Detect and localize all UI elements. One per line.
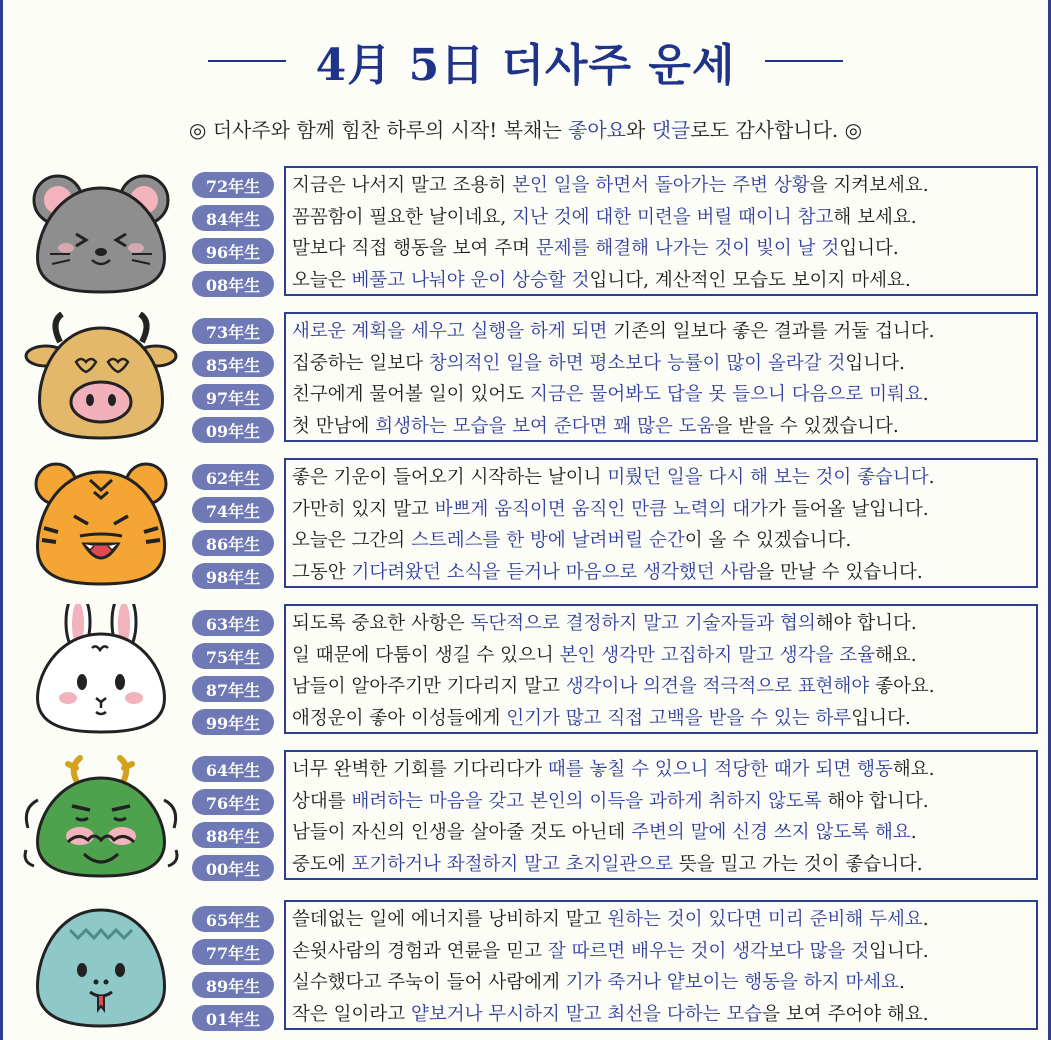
fortune-line — [292, 233, 1036, 265]
year-badges — [192, 756, 274, 888]
year-badge: 01年生 — [192, 1005, 274, 1031]
fortune-line — [292, 640, 1036, 672]
rabbit-icon — [20, 604, 182, 738]
plain-text: 해요. — [874, 644, 917, 666]
plain-text: 쓸데없는 일에 에너지를 낭비하지 말고 — [292, 909, 608, 930]
fortune-line — [292, 265, 1036, 297]
highlight-text: 본인 일을 하면서 돌아가는 주변 상황 — [512, 175, 810, 196]
year-badge: 97年生 — [192, 384, 274, 410]
plain-text: 좋은 기운이 들어오기 시작하는 날이니 — [292, 467, 608, 488]
highlight-text: 지난 것에 대한 미련을 버릴 때이니 참고 — [512, 206, 834, 228]
fortune-line — [292, 817, 1036, 849]
year-badge: 77年生 — [192, 939, 274, 965]
fortune-line — [292, 849, 1036, 881]
plain-text: 뜻을 밀고 가는 것이 좋습니다. — [672, 853, 923, 875]
year-badge: 63年生 — [192, 610, 274, 636]
plain-text: 가 들어올 날입니다. — [767, 498, 929, 520]
fortune-box — [284, 604, 1038, 734]
tiger-icon — [20, 458, 182, 592]
fortune-line — [292, 411, 1036, 443]
year-badge: 08年生 — [192, 271, 274, 297]
plain-text: 을 보여 주어야 해요. — [762, 1003, 929, 1025]
year-badge: 74年生 — [192, 497, 274, 523]
fortune-box — [284, 750, 1038, 880]
zodiac-section-rat — [0, 166, 1051, 300]
plain-text: 상대를 — [292, 790, 352, 812]
year-badge: 73年生 — [192, 318, 274, 344]
plain-text: 해야 합니다. — [815, 613, 917, 634]
highlight-text: 본인 생각만 고집하지 말고 생각을 조율 — [559, 644, 875, 666]
highlight-text: 지금은 물어봐도 답을 못 들으니 다음으로 미뤄요 — [529, 384, 923, 405]
year-badge: 85年生 — [192, 351, 274, 377]
zodiac-section-rabbit — [0, 604, 1051, 738]
plain-text: 꼼꼼함이 필요한 날이네요, — [292, 206, 513, 228]
plain-text: 해야 합니다. — [821, 790, 929, 812]
plain-text: 입니다. — [845, 352, 905, 374]
fortune-line — [292, 316, 1036, 348]
year-badges — [192, 464, 274, 596]
plain-text: 기존의 일보다 좋은 결과를 거둘 겁니다. — [607, 321, 935, 342]
plain-text: . — [922, 909, 929, 930]
plain-text: 되도록 중요한 사항은 — [292, 613, 471, 634]
plain-text: 이 올 수 있겠습니다. — [684, 530, 852, 551]
highlight-text: 포기하거나 좌절하지 말고 초지일관으로 — [351, 853, 673, 875]
fortune-line — [292, 936, 1036, 968]
plain-text: 입니다. — [839, 238, 899, 259]
plain-text: 남들이 알아주기만 기다리지 말고 — [292, 676, 566, 697]
highlight-text: 새로운 계획을 세우고 실행을 하게 되면 — [292, 321, 608, 342]
year-badges — [192, 906, 274, 1038]
highlight-text: 희생하는 모습을 보여 준다면 꽤 많은 도움 — [375, 415, 715, 437]
plain-text: . — [928, 467, 935, 488]
fortune-line — [292, 202, 1036, 234]
plain-text: 남들이 자신의 인생을 살아줄 것도 아닌데 — [292, 822, 632, 843]
fortune-box — [284, 900, 1038, 1030]
year-badges — [192, 610, 274, 742]
snake-icon — [20, 900, 182, 1034]
subtitle-comment: 댓글 — [651, 118, 691, 142]
plain-text: . — [898, 972, 905, 993]
plain-text: 입니다, 계산적인 모습도 보이지 마세요. — [589, 269, 911, 291]
highlight-text: 얕보거나 무시하지 말고 최선을 다하는 모습 — [411, 1003, 763, 1025]
highlight-text: 독단적으로 결정하지 말고 기술자들과 협의 — [470, 613, 816, 634]
year-badge: 75年生 — [192, 643, 274, 669]
highlight-text: 기다려왔던 소식을 듣거나 마음으로 생각했던 사람 — [351, 561, 757, 583]
plain-text: 을 받을 수 있겠습니다. — [714, 415, 899, 437]
fortune-box — [284, 458, 1038, 588]
plain-text: 집중하는 일보다 — [292, 352, 429, 374]
plain-text: 오늘은 그간의 — [292, 530, 411, 551]
year-badge: 72年生 — [192, 172, 274, 198]
fortune-box — [284, 166, 1038, 296]
plain-text: 좋아요. — [869, 676, 935, 697]
title-rule-right — [765, 60, 843, 62]
plain-text: 을 만날 수 있습니다. — [756, 561, 923, 583]
plain-text: 중도에 — [292, 853, 352, 875]
highlight-text: 바쁘게 움직이면 움직인 만큼 노력의 대가 — [434, 498, 768, 520]
plain-text: 친구에게 물어볼 일이 있어도 — [292, 384, 530, 405]
ox-icon — [20, 312, 182, 446]
plain-text: 입니다. — [851, 707, 911, 729]
subtitle — [0, 114, 1051, 143]
highlight-text: 기가 죽거나 얕보이는 행동을 하지 마세요 — [565, 972, 899, 993]
plain-text: . — [922, 384, 929, 405]
plain-text: 일 때문에 다툼이 생길 수 있으니 — [292, 644, 560, 666]
fortune-line — [292, 904, 1036, 936]
plain-text: 작은 일이라고 — [292, 1003, 411, 1025]
highlight-text: 스트레스를 한 방에 날려버릴 순간 — [411, 530, 685, 551]
plain-text: 해요. — [892, 759, 935, 780]
highlight-text: 문제를 해결해 나가는 것이 빛이 날 것 — [535, 238, 840, 259]
year-badge: 98年生 — [192, 563, 274, 589]
fortune-line — [292, 786, 1036, 818]
fortune-line — [292, 703, 1036, 735]
plain-text: . — [910, 822, 917, 843]
fortune-line — [292, 494, 1036, 526]
highlight-text: 인기가 많고 직접 고백을 받을 수 있는 하루 — [506, 707, 852, 729]
year-badge: 86年生 — [192, 530, 274, 556]
fortune-line — [292, 557, 1036, 589]
plain-text: 입니다. — [869, 940, 929, 962]
zodiac-section-tiger — [0, 458, 1051, 592]
zodiac-section-ox — [0, 312, 1051, 446]
plain-text: 너무 완벽한 기회를 기다리다가 — [292, 759, 548, 780]
highlight-text: 미뤘던 일을 다시 해 보는 것이 좋습니다 — [607, 467, 929, 488]
year-badge: 00年生 — [192, 855, 274, 881]
plain-text: 손윗사람의 경험과 연륜을 믿고 — [292, 940, 548, 962]
page-title: 4月 5日 더사주 운세 — [315, 40, 736, 91]
title-rule-left — [208, 60, 286, 62]
plain-text: 을 지켜보세요. — [809, 175, 929, 196]
subtitle-suffix: 로도 감사합니다. ◎ — [690, 118, 863, 142]
fortune-box — [284, 312, 1038, 442]
year-badges — [192, 172, 274, 304]
dragon-icon — [20, 750, 182, 884]
year-badge: 96年生 — [192, 238, 274, 264]
plain-text: 가만히 있지 말고 — [292, 498, 435, 520]
year-badge: 89年生 — [192, 972, 274, 998]
year-badge: 76年生 — [192, 789, 274, 815]
fortune-line — [292, 671, 1036, 703]
year-badge: 84年生 — [192, 205, 274, 231]
plain-text: 해 보세요. — [833, 206, 917, 228]
highlight-text: 생각이나 의견을 적극적으로 표현해야 — [565, 676, 870, 697]
fortune-line — [292, 608, 1036, 640]
fortune-line — [292, 999, 1036, 1031]
zodiac-section-dragon — [0, 750, 1051, 884]
fortune-line — [292, 525, 1036, 557]
fortune-line — [292, 967, 1036, 999]
plain-text: 그동안 — [292, 561, 352, 583]
subtitle-mid: 와 — [626, 118, 652, 142]
year-badge: 88年生 — [192, 822, 274, 848]
plain-text: 첫 만남에 — [292, 415, 376, 437]
year-badges — [192, 318, 274, 450]
subtitle-like: 좋아요 — [568, 118, 626, 142]
subtitle-prefix: ◎ 더사주와 함께 힘찬 하루의 시작! 복채는 — [188, 118, 569, 142]
plain-text: 실수했다고 주눅이 들어 사람에게 — [292, 972, 566, 993]
plain-text: 애정운이 좋아 이성들에게 — [292, 707, 507, 729]
highlight-text: 주변의 말에 신경 쓰지 않도록 해요 — [631, 822, 911, 843]
year-badge: 65年生 — [192, 906, 274, 932]
highlight-text: 배려하는 마음을 갖고 본인의 이득을 과하게 취하지 않도록 — [351, 790, 822, 812]
year-badge: 62年生 — [192, 464, 274, 490]
highlight-text: 때를 놓칠 수 있으니 적당한 때가 되면 행동 — [547, 759, 893, 780]
plain-text: 오늘은 — [292, 269, 352, 291]
highlight-text: 창의적인 일을 하면 평소보다 능률이 많이 올라갈 것 — [428, 352, 846, 374]
fortune-line — [292, 170, 1036, 202]
rat-icon — [20, 166, 182, 300]
highlight-text: 베풀고 나눠야 운이 상승할 것 — [351, 269, 590, 291]
zodiac-section-snake — [0, 900, 1051, 1034]
year-badge: 99年生 — [192, 709, 274, 735]
year-badge: 87年生 — [192, 676, 274, 702]
fortune-line — [292, 754, 1036, 786]
plain-text: 지금은 나서지 말고 조용히 — [292, 175, 513, 196]
highlight-text: 잘 따르면 배우는 것이 생각보다 많을 것 — [547, 940, 870, 962]
fortune-line — [292, 462, 1036, 494]
title-row — [0, 30, 1051, 92]
fortune-line — [292, 348, 1036, 380]
fortune-line — [292, 379, 1036, 411]
plain-text: 말보다 직접 행동을 보여 주며 — [292, 238, 536, 259]
year-badge: 09年生 — [192, 417, 274, 443]
year-badge: 64年生 — [192, 756, 274, 782]
highlight-text: 원하는 것이 있다면 미리 준비해 두세요 — [607, 909, 923, 930]
